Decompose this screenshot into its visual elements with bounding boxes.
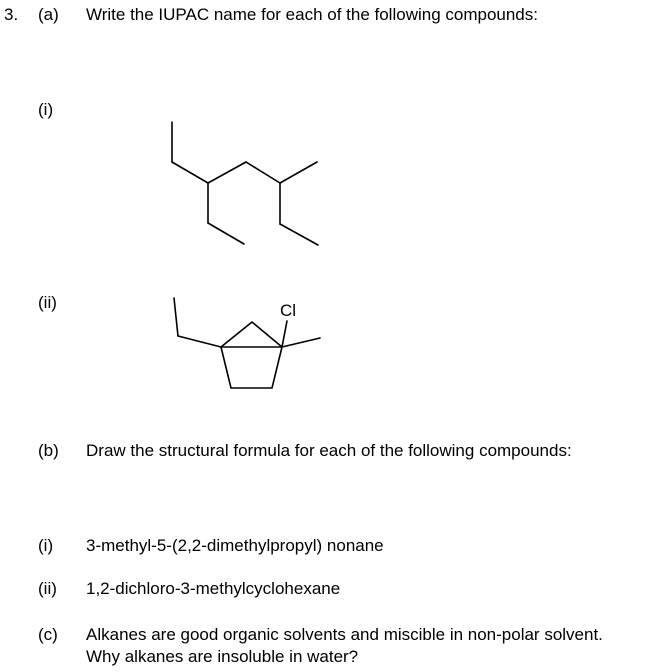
part-b-item-i-label: (i)	[38, 536, 54, 555]
bond	[282, 338, 320, 347]
part-a-item-ii-label: (ii)	[38, 293, 57, 312]
part-b-item-i-text: 3-methyl-5-(2,2-dimethylpropyl) nonane	[86, 536, 384, 555]
cyclopentane-ring	[221, 347, 282, 388]
bond	[174, 298, 178, 336]
part-b-label: (b)	[38, 441, 59, 460]
bond	[221, 322, 282, 347]
part-a-item-i-label: (i)	[38, 100, 54, 119]
part-c-line-1: Alkanes are good organic solvents and miscible in non-polar solvent.	[86, 625, 603, 644]
part-b-item-ii-text: 1,2-dichloro-3-methylcyclohexane	[86, 579, 341, 598]
part-b-instruction: Draw the structural formula for each of the following compounds:	[86, 441, 572, 460]
chlorine-atom-label: Cl	[280, 301, 297, 320]
part-a-instruction: Write the IUPAC name for each of the following compounds:	[86, 5, 538, 24]
bond	[178, 336, 221, 347]
bond	[282, 321, 287, 347]
part-b-item-ii-label: (ii)	[38, 579, 57, 598]
part-c-label: (c)	[38, 625, 58, 644]
question-number: 3.	[4, 5, 19, 24]
part-a-label: (a)	[38, 5, 59, 24]
part-c-line-2: Why alkanes are insoluble in water?	[86, 647, 359, 666]
